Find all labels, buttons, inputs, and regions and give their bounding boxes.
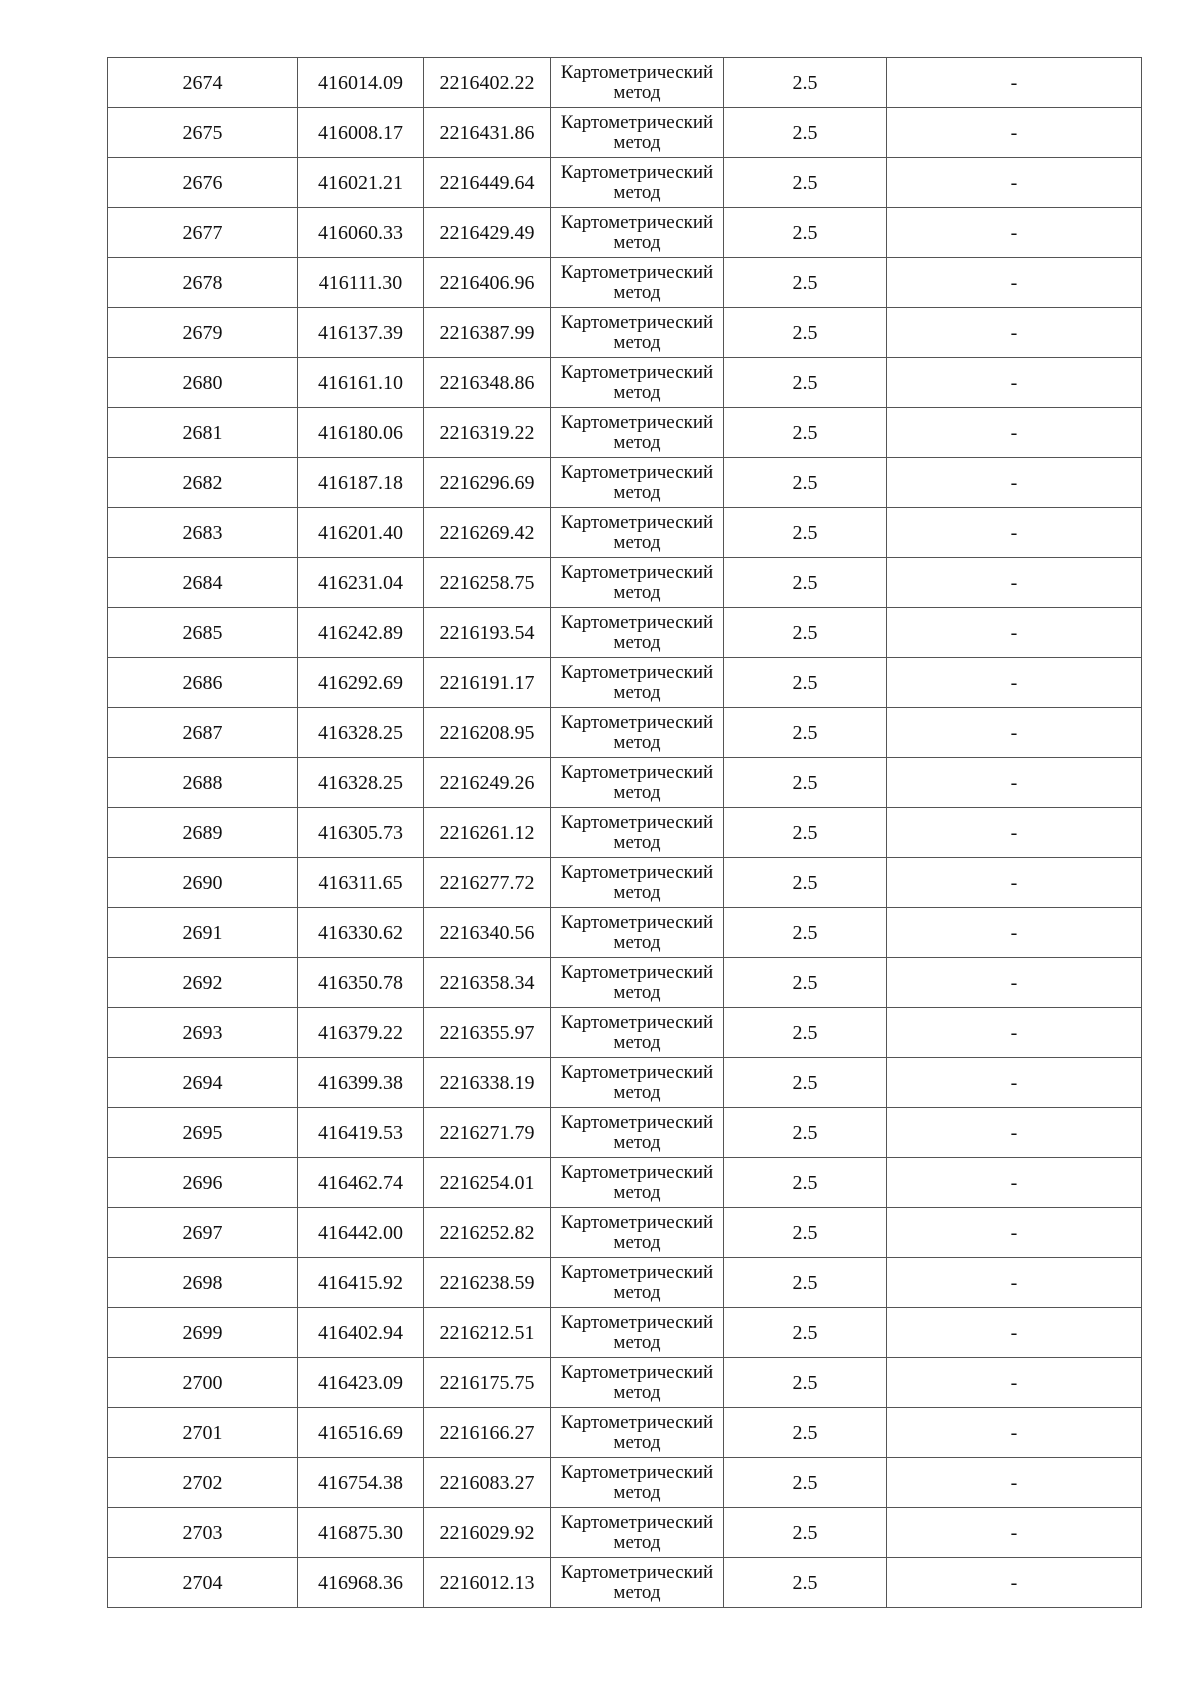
coordinates-table (107, 57, 1142, 1608)
accuracy-cell: 2.5 (724, 558, 887, 608)
y-coordinate-cell: 2216261.12 (424, 808, 551, 858)
note-cell: - (887, 1158, 1142, 1208)
note-cell: - (887, 358, 1142, 408)
note-cell: - (887, 1358, 1142, 1408)
accuracy-cell: 2.5 (724, 58, 887, 108)
method-line-1: Картометрический (560, 261, 714, 283)
y-coordinate-cell: 2216355.97 (424, 1008, 551, 1058)
y-coordinate-cell: 2216175.75 (424, 1358, 551, 1408)
method-cell (551, 1508, 724, 1558)
accuracy-cell: 2.5 (724, 608, 887, 658)
point-number-cell: 2698 (108, 1258, 298, 1308)
table-row (108, 108, 1142, 158)
note-cell: - (887, 1108, 1142, 1158)
method-cell (551, 1258, 724, 1308)
accuracy-cell: 2.5 (724, 708, 887, 758)
note-cell: - (887, 508, 1142, 558)
method-cell (551, 758, 724, 808)
table-row (108, 58, 1142, 108)
y-coordinate-cell: 2216449.64 (424, 158, 551, 208)
x-coordinate-cell: 416875.30 (298, 1508, 424, 1558)
point-number-cell: 2704 (108, 1558, 298, 1608)
point-number-cell: 2700 (108, 1358, 298, 1408)
method-cell (551, 1308, 724, 1358)
point-number-cell: 2693 (108, 1008, 298, 1058)
x-coordinate-cell: 416187.18 (298, 458, 424, 508)
method-line-1: Картометрический (560, 511, 714, 533)
y-coordinate-cell: 2216387.99 (424, 308, 551, 358)
y-coordinate-cell: 2216258.75 (424, 558, 551, 608)
method-cell (551, 1358, 724, 1408)
method-cell (551, 708, 724, 758)
accuracy-cell: 2.5 (724, 908, 887, 958)
method-cell (551, 1158, 724, 1208)
x-coordinate-cell: 416442.00 (298, 1208, 424, 1258)
table-row (108, 908, 1142, 958)
note-cell: - (887, 258, 1142, 308)
method-line-1: Картометрический (560, 1361, 714, 1383)
method-line-2: метод (613, 431, 661, 453)
method-cell (551, 408, 724, 458)
method-line-2: метод (613, 81, 661, 103)
method-line-1: Картометрический (560, 711, 714, 733)
x-coordinate-cell: 416328.25 (298, 708, 424, 758)
table-row (108, 158, 1142, 208)
table-row (108, 1508, 1142, 1558)
method-line-1: Картометрический (560, 111, 714, 133)
method-line-1: Картометрический (560, 961, 714, 983)
accuracy-cell: 2.5 (724, 1508, 887, 1558)
point-number-cell: 2687 (108, 708, 298, 758)
y-coordinate-cell: 2216083.27 (424, 1458, 551, 1508)
point-number-cell: 2703 (108, 1508, 298, 1558)
y-coordinate-cell: 2216431.86 (424, 108, 551, 158)
method-line-2: метод (613, 581, 661, 603)
note-cell: - (887, 1508, 1142, 1558)
y-coordinate-cell: 2216296.69 (424, 458, 551, 508)
method-line-2: метод (613, 631, 661, 653)
method-cell (551, 208, 724, 258)
method-line-2: метод (613, 231, 661, 253)
method-cell (551, 508, 724, 558)
note-cell: - (887, 1258, 1142, 1308)
accuracy-cell: 2.5 (724, 1358, 887, 1408)
y-coordinate-cell: 2216406.96 (424, 258, 551, 308)
y-coordinate-cell: 2216358.34 (424, 958, 551, 1008)
point-number-cell: 2694 (108, 1058, 298, 1108)
accuracy-cell: 2.5 (724, 1258, 887, 1308)
x-coordinate-cell: 416968.36 (298, 1558, 424, 1608)
x-coordinate-cell: 416330.62 (298, 908, 424, 958)
note-cell: - (887, 158, 1142, 208)
table-row (108, 858, 1142, 908)
method-line-2: метод (613, 1031, 661, 1053)
table-row (108, 708, 1142, 758)
y-coordinate-cell: 2216254.01 (424, 1158, 551, 1208)
method-cell (551, 958, 724, 1008)
x-coordinate-cell: 416021.21 (298, 158, 424, 208)
method-line-2: метод (613, 881, 661, 903)
y-coordinate-cell: 2216338.19 (424, 1058, 551, 1108)
note-cell: - (887, 208, 1142, 258)
table-row (108, 558, 1142, 608)
x-coordinate-cell: 416462.74 (298, 1158, 424, 1208)
accuracy-cell: 2.5 (724, 108, 887, 158)
method-line-1: Картометрический (560, 761, 714, 783)
method-line-2: метод (613, 731, 661, 753)
table-row (108, 808, 1142, 858)
note-cell: - (887, 808, 1142, 858)
note-cell: - (887, 1458, 1142, 1508)
x-coordinate-cell: 416111.30 (298, 258, 424, 308)
method-line-1: Картометрический (560, 561, 714, 583)
table-row (108, 1108, 1142, 1158)
x-coordinate-cell: 416311.65 (298, 858, 424, 908)
method-line-2: метод (613, 181, 661, 203)
x-coordinate-cell: 416402.94 (298, 1308, 424, 1358)
method-line-1: Картометрический (560, 161, 714, 183)
x-coordinate-cell: 416423.09 (298, 1358, 424, 1408)
table-row (108, 1258, 1142, 1308)
method-line-2: метод (613, 1481, 661, 1503)
method-line-1: Картометрический (560, 611, 714, 633)
y-coordinate-cell: 2216269.42 (424, 508, 551, 558)
note-cell: - (887, 658, 1142, 708)
note-cell: - (887, 308, 1142, 358)
y-coordinate-cell: 2216029.92 (424, 1508, 551, 1558)
point-number-cell: 2697 (108, 1208, 298, 1258)
note-cell: - (887, 458, 1142, 508)
accuracy-cell: 2.5 (724, 1008, 887, 1058)
method-line-1: Картометрический (560, 1011, 714, 1033)
method-line-2: метод (613, 981, 661, 1003)
method-cell (551, 58, 724, 108)
y-coordinate-cell: 2216402.22 (424, 58, 551, 108)
method-line-2: метод (613, 1231, 661, 1253)
point-number-cell: 2688 (108, 758, 298, 808)
y-coordinate-cell: 2216191.17 (424, 658, 551, 708)
table-row (108, 308, 1142, 358)
accuracy-cell: 2.5 (724, 1308, 887, 1358)
method-cell (551, 308, 724, 358)
method-cell (551, 1558, 724, 1608)
method-line-2: метод (613, 1531, 661, 1553)
method-line-1: Картометрический (560, 461, 714, 483)
method-cell (551, 1008, 724, 1058)
point-number-cell: 2702 (108, 1458, 298, 1508)
table-row (108, 508, 1142, 558)
x-coordinate-cell: 416399.38 (298, 1058, 424, 1108)
y-coordinate-cell: 2216348.86 (424, 358, 551, 408)
method-line-2: метод (613, 331, 661, 353)
note-cell: - (887, 708, 1142, 758)
method-line-2: метод (613, 1381, 661, 1403)
accuracy-cell: 2.5 (724, 408, 887, 458)
method-line-2: метод (613, 931, 661, 953)
table-row (108, 358, 1142, 408)
table-row (108, 958, 1142, 1008)
method-line-1: Картометрический (560, 1161, 714, 1183)
accuracy-cell: 2.5 (724, 808, 887, 858)
accuracy-cell: 2.5 (724, 508, 887, 558)
method-line-1: Картометрический (560, 1411, 714, 1433)
y-coordinate-cell: 2216277.72 (424, 858, 551, 908)
method-line-1: Картометрический (560, 811, 714, 833)
method-line-2: метод (613, 1281, 661, 1303)
method-cell (551, 358, 724, 408)
accuracy-cell: 2.5 (724, 858, 887, 908)
method-line-1: Картометрический (560, 61, 714, 83)
point-number-cell: 2695 (108, 1108, 298, 1158)
note-cell: - (887, 858, 1142, 908)
x-coordinate-cell: 416292.69 (298, 658, 424, 708)
method-cell (551, 1408, 724, 1458)
method-line-2: метод (613, 481, 661, 503)
point-number-cell: 2692 (108, 958, 298, 1008)
accuracy-cell: 2.5 (724, 1408, 887, 1458)
table-row (108, 258, 1142, 308)
method-cell (551, 1058, 724, 1108)
x-coordinate-cell: 416305.73 (298, 808, 424, 858)
table-row (108, 658, 1142, 708)
table-row (108, 458, 1142, 508)
note-cell: - (887, 758, 1142, 808)
point-number-cell: 2680 (108, 358, 298, 408)
method-cell (551, 808, 724, 858)
method-cell (551, 608, 724, 658)
method-line-1: Картометрический (560, 211, 714, 233)
method-cell (551, 858, 724, 908)
point-number-cell: 2690 (108, 858, 298, 908)
x-coordinate-cell: 416242.89 (298, 608, 424, 658)
accuracy-cell: 2.5 (724, 208, 887, 258)
note-cell: - (887, 558, 1142, 608)
y-coordinate-cell: 2216271.79 (424, 1108, 551, 1158)
note-cell: - (887, 1208, 1142, 1258)
x-coordinate-cell: 416754.38 (298, 1458, 424, 1508)
y-coordinate-cell: 2216212.51 (424, 1308, 551, 1358)
x-coordinate-cell: 416350.78 (298, 958, 424, 1008)
x-coordinate-cell: 416516.69 (298, 1408, 424, 1458)
method-cell (551, 258, 724, 308)
table-row (108, 1158, 1142, 1208)
y-coordinate-cell: 2216238.59 (424, 1258, 551, 1308)
note-cell: - (887, 958, 1142, 1008)
x-coordinate-cell: 416060.33 (298, 208, 424, 258)
method-line-2: метод (613, 281, 661, 303)
table-row (108, 758, 1142, 808)
point-number-cell: 2689 (108, 808, 298, 858)
method-cell (551, 108, 724, 158)
method-line-2: метод (613, 1181, 661, 1203)
method-line-1: Картометрический (560, 1261, 714, 1283)
table-row (108, 608, 1142, 658)
method-line-2: метод (613, 1131, 661, 1153)
method-line-2: метод (613, 831, 661, 853)
table-row (108, 1308, 1142, 1358)
table-row (108, 1008, 1142, 1058)
accuracy-cell: 2.5 (724, 658, 887, 708)
method-line-2: метод (613, 1081, 661, 1103)
table-row (108, 1408, 1142, 1458)
method-line-1: Картометрический (560, 1561, 714, 1583)
coordinates-table-body (108, 58, 1142, 1608)
y-coordinate-cell: 2216249.26 (424, 758, 551, 808)
table-row (108, 1208, 1142, 1258)
x-coordinate-cell: 416201.40 (298, 508, 424, 558)
x-coordinate-cell: 416379.22 (298, 1008, 424, 1058)
x-coordinate-cell: 416231.04 (298, 558, 424, 608)
method-line-1: Картометрический (560, 1211, 714, 1233)
method-line-2: метод (613, 381, 661, 403)
point-number-cell: 2682 (108, 458, 298, 508)
method-line-2: метод (613, 681, 661, 703)
accuracy-cell: 2.5 (724, 308, 887, 358)
point-number-cell: 2686 (108, 658, 298, 708)
note-cell: - (887, 408, 1142, 458)
method-line-1: Картометрический (560, 1311, 714, 1333)
method-cell (551, 458, 724, 508)
method-line-1: Картометрический (560, 911, 714, 933)
accuracy-cell: 2.5 (724, 1208, 887, 1258)
method-line-1: Картометрический (560, 1461, 714, 1483)
x-coordinate-cell: 416180.06 (298, 408, 424, 458)
method-line-1: Картометрический (560, 861, 714, 883)
table-row (108, 1558, 1142, 1608)
method-cell (551, 558, 724, 608)
note-cell: - (887, 608, 1142, 658)
x-coordinate-cell: 416328.25 (298, 758, 424, 808)
x-coordinate-cell: 416415.92 (298, 1258, 424, 1308)
method-line-1: Картометрический (560, 311, 714, 333)
method-cell (551, 1458, 724, 1508)
y-coordinate-cell: 2216193.54 (424, 608, 551, 658)
accuracy-cell: 2.5 (724, 958, 887, 1008)
y-coordinate-cell: 2216429.49 (424, 208, 551, 258)
method-line-2: метод (613, 781, 661, 803)
point-number-cell: 2675 (108, 108, 298, 158)
accuracy-cell: 2.5 (724, 158, 887, 208)
method-cell (551, 658, 724, 708)
x-coordinate-cell: 416014.09 (298, 58, 424, 108)
point-number-cell: 2683 (108, 508, 298, 558)
method-cell (551, 908, 724, 958)
note-cell: - (887, 58, 1142, 108)
y-coordinate-cell: 2216319.22 (424, 408, 551, 458)
note-cell: - (887, 908, 1142, 958)
note-cell: - (887, 1058, 1142, 1108)
accuracy-cell: 2.5 (724, 758, 887, 808)
note-cell: - (887, 108, 1142, 158)
y-coordinate-cell: 2216166.27 (424, 1408, 551, 1458)
accuracy-cell: 2.5 (724, 458, 887, 508)
accuracy-cell: 2.5 (724, 1558, 887, 1608)
point-number-cell: 2701 (108, 1408, 298, 1458)
point-number-cell: 2677 (108, 208, 298, 258)
table-row (108, 208, 1142, 258)
point-number-cell: 2681 (108, 408, 298, 458)
note-cell: - (887, 1558, 1142, 1608)
method-line-1: Картометрический (560, 661, 714, 683)
method-line-2: метод (613, 1331, 661, 1353)
x-coordinate-cell: 416008.17 (298, 108, 424, 158)
y-coordinate-cell: 2216252.82 (424, 1208, 551, 1258)
x-coordinate-cell: 416137.39 (298, 308, 424, 358)
method-line-1: Картометрический (560, 1111, 714, 1133)
accuracy-cell: 2.5 (724, 258, 887, 308)
note-cell: - (887, 1408, 1142, 1458)
x-coordinate-cell: 416419.53 (298, 1108, 424, 1158)
table-row (108, 1458, 1142, 1508)
point-number-cell: 2696 (108, 1158, 298, 1208)
table-row (108, 1358, 1142, 1408)
method-cell (551, 1208, 724, 1258)
y-coordinate-cell: 2216340.56 (424, 908, 551, 958)
method-line-2: метод (613, 131, 661, 153)
point-number-cell: 2678 (108, 258, 298, 308)
x-coordinate-cell: 416161.10 (298, 358, 424, 408)
method-line-2: метод (613, 1581, 661, 1603)
method-line-2: метод (613, 1431, 661, 1453)
method-line-2: метод (613, 531, 661, 553)
point-number-cell: 2699 (108, 1308, 298, 1358)
note-cell: - (887, 1308, 1142, 1358)
y-coordinate-cell: 2216208.95 (424, 708, 551, 758)
note-cell: - (887, 1008, 1142, 1058)
point-number-cell: 2684 (108, 558, 298, 608)
method-line-1: Картометрический (560, 1511, 714, 1533)
method-line-1: Картометрический (560, 361, 714, 383)
method-cell (551, 158, 724, 208)
point-number-cell: 2685 (108, 608, 298, 658)
table-row (108, 1058, 1142, 1108)
accuracy-cell: 2.5 (724, 1458, 887, 1508)
table-row (108, 408, 1142, 458)
y-coordinate-cell: 2216012.13 (424, 1558, 551, 1608)
point-number-cell: 2691 (108, 908, 298, 958)
method-line-1: Картометрический (560, 1061, 714, 1083)
accuracy-cell: 2.5 (724, 1158, 887, 1208)
accuracy-cell: 2.5 (724, 1108, 887, 1158)
point-number-cell: 2679 (108, 308, 298, 358)
method-cell (551, 1108, 724, 1158)
accuracy-cell: 2.5 (724, 358, 887, 408)
method-line-1: Картометрический (560, 411, 714, 433)
accuracy-cell: 2.5 (724, 1058, 887, 1108)
point-number-cell: 2676 (108, 158, 298, 208)
point-number-cell: 2674 (108, 58, 298, 108)
